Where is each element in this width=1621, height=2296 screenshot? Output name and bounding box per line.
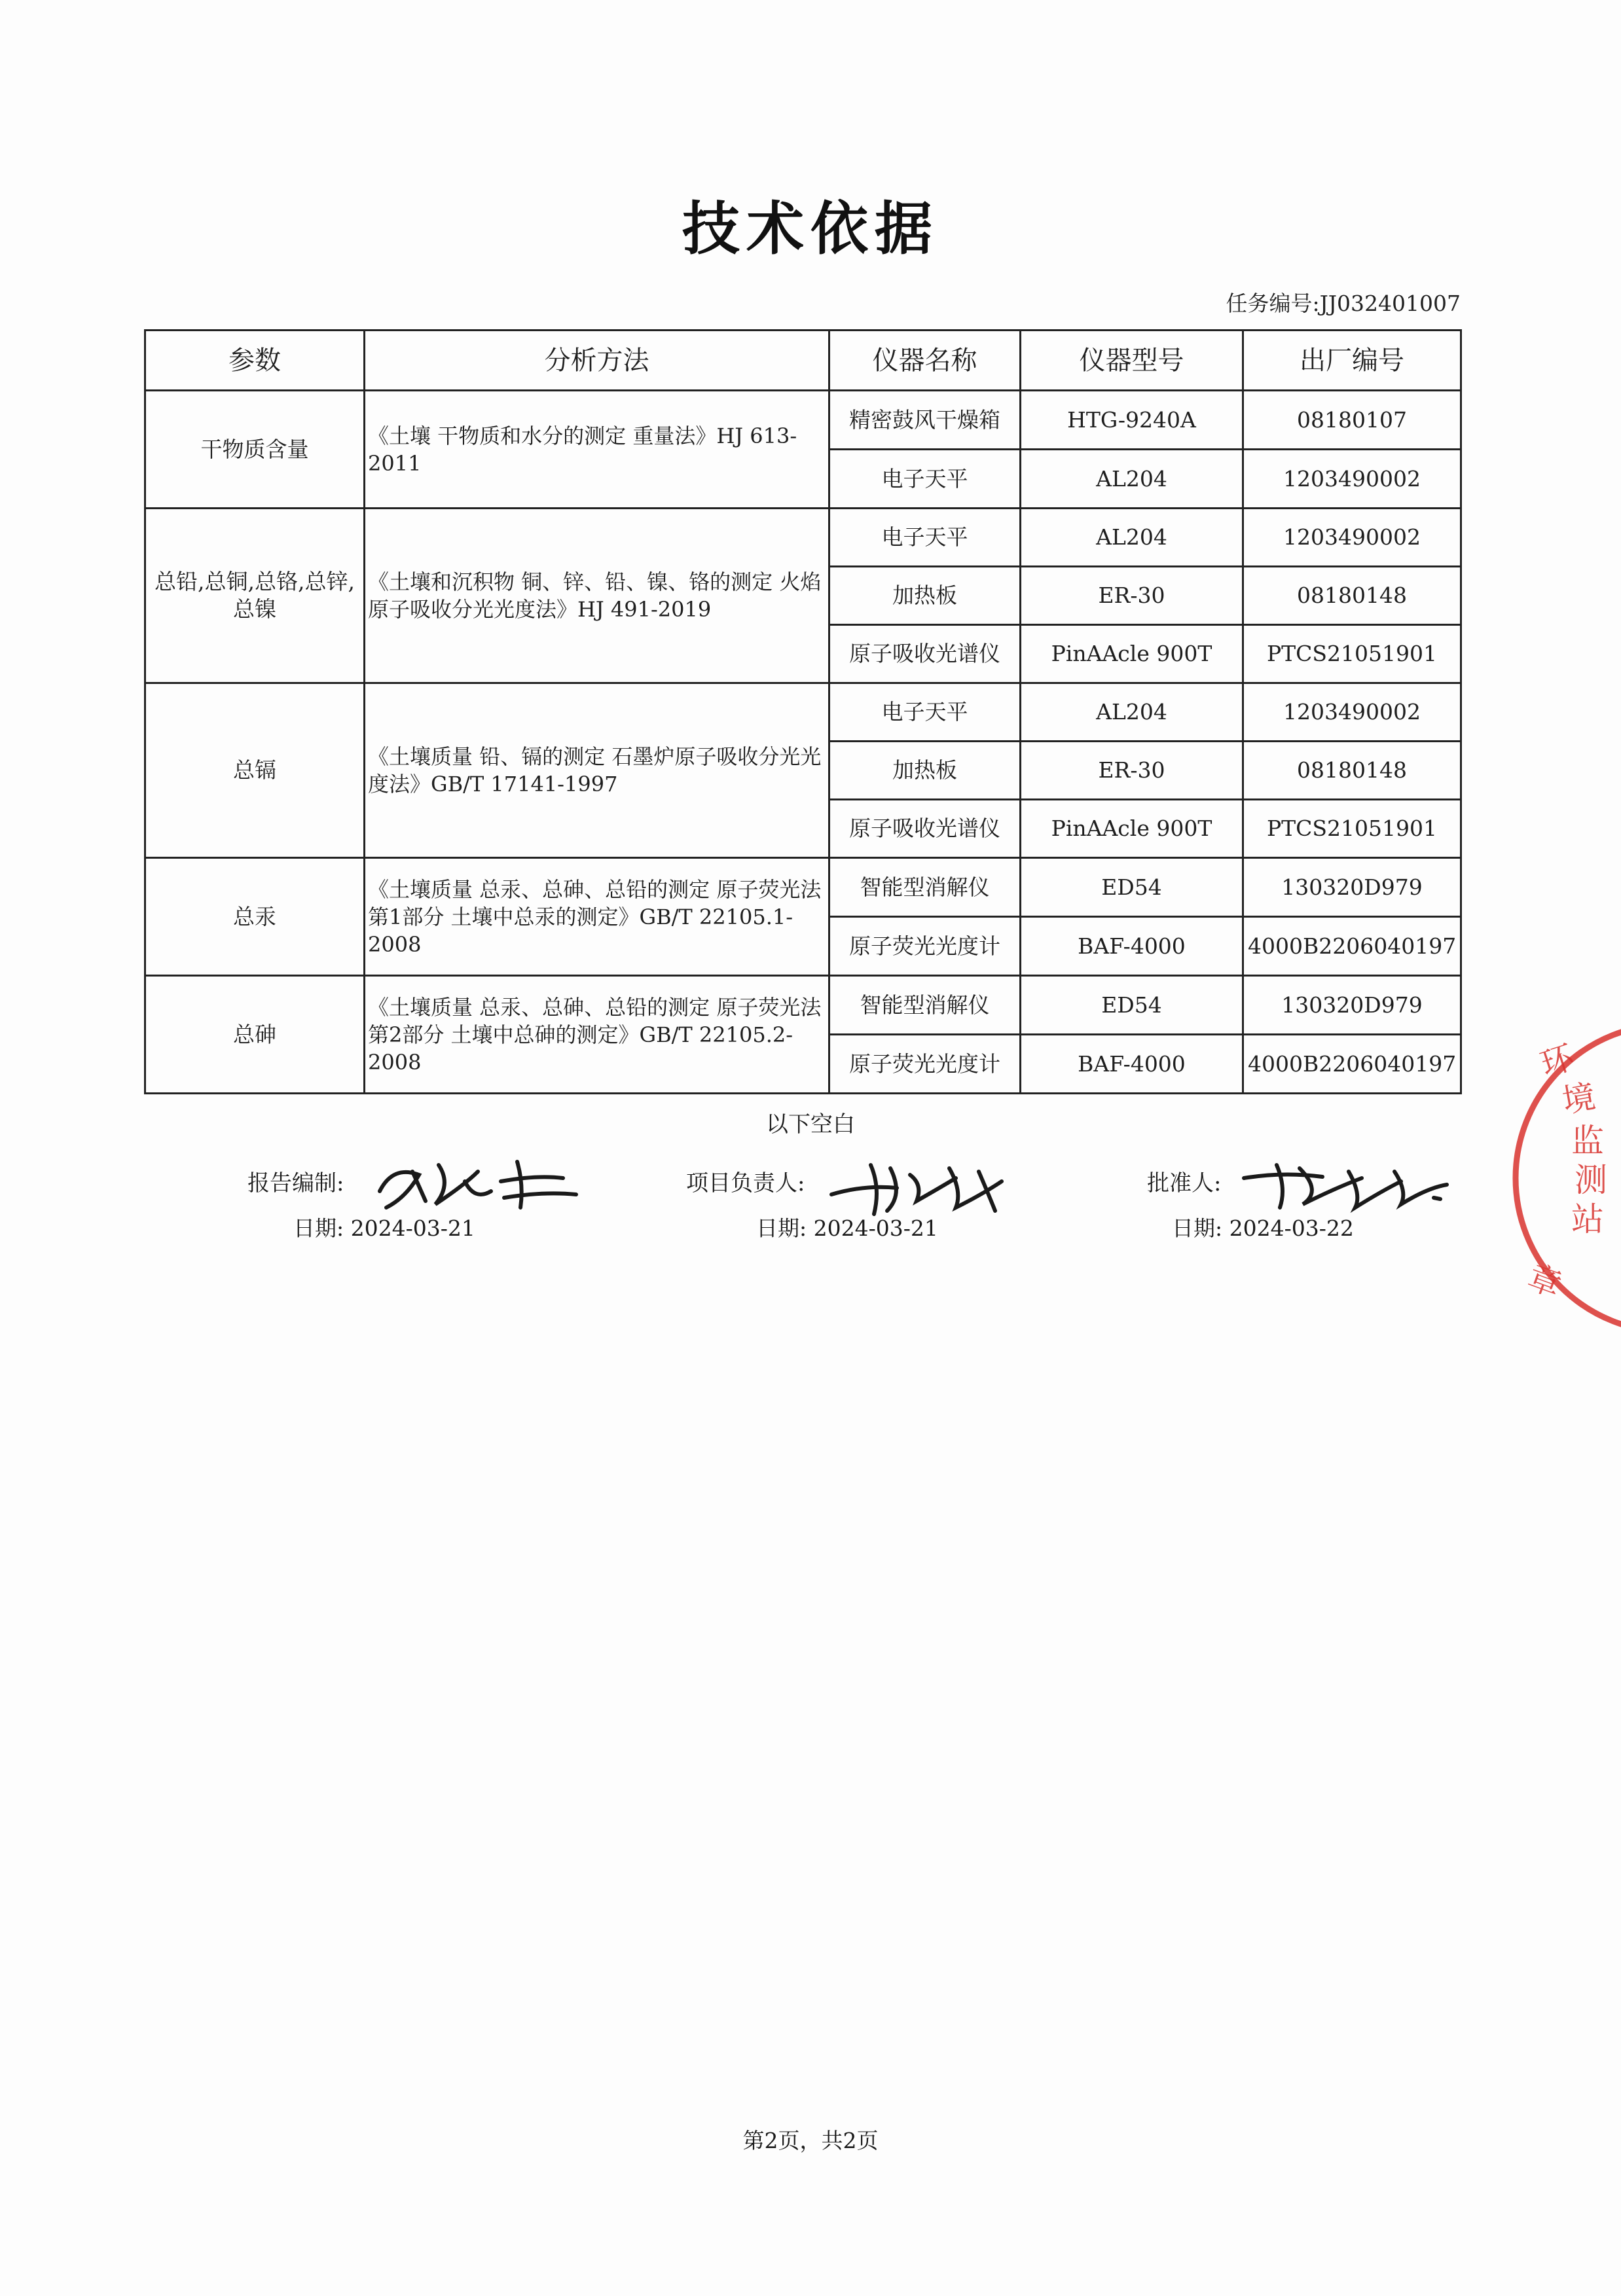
instrument-model-cell: BAF-4000 [1021,1035,1243,1094]
compiler-date: 日期: 2024-03-21 [293,1215,475,1241]
instrument-name-cell: 原子吸收光谱仪 [829,625,1021,683]
instrument-name-cell: 智能型消解仪 [829,976,1021,1035]
instrument-name-cell: 原子荧光光度计 [829,917,1021,976]
serial-number-cell: PTCS21051901 [1243,625,1461,683]
project-lead-signature [825,1149,1021,1221]
serial-number-cell: PTCS21051901 [1243,800,1461,858]
instrument-model-cell: HTG-9240A [1021,391,1243,450]
method-cell: 《土壤 干物质和水分的测定 重量法》HJ 613-2011 [365,391,829,509]
instrument-model-cell: ED54 [1021,858,1243,917]
page-number: 第2页，共2页 [742,2128,879,2153]
approver-date: 日期: 2024-03-22 [1172,1215,1354,1241]
technical-basis-table [144,329,1462,1094]
header-method: 分析方法 [365,331,829,391]
compiler-label: 报告编制: [247,1170,344,1196]
approver-label: 批准人: [1147,1170,1222,1196]
instrument-name-cell: 电子天平 [829,509,1021,567]
instrument-name-cell: 原子吸收光谱仪 [829,800,1021,858]
svg-text:监: 监 [1571,1122,1604,1160]
table-header-row [145,331,1461,391]
instrument-model-cell: ED54 [1021,976,1243,1035]
parameter-cell: 总汞 [145,858,365,976]
svg-text:境: 境 [1559,1077,1599,1121]
instrument-name-cell: 加热板 [829,567,1021,625]
svg-text:环: 环 [1535,1037,1579,1085]
method-cell: 《土壤质量 总汞、总砷、总铅的测定 原子荧光法 第1部分 土壤中总汞的测定》GB/T 22105.1-2008 [365,858,829,976]
instrument-model-cell: ER-30 [1021,742,1243,800]
instrument-model-cell: AL204 [1021,509,1243,567]
serial-number-cell: 1203490002 [1243,450,1461,509]
serial-number-cell: 08180148 [1243,567,1461,625]
project-lead-label: 项目负责人: [686,1170,805,1196]
serial-number-cell: 130320D979 [1243,976,1461,1035]
official-seal [1499,1021,1621,1335]
compiler-signature [367,1145,602,1217]
instrument-name-cell: 电子天平 [829,683,1021,742]
instrument-model-cell: PinAAcle 900T [1021,800,1243,858]
table-row [145,976,1461,1035]
instrument-name-cell: 电子天平 [829,450,1021,509]
instrument-model-cell: ER-30 [1021,567,1243,625]
document-title: 技术依据 [682,195,939,262]
instrument-name-cell: 原子荧光光度计 [829,1035,1021,1094]
instrument-model-cell: AL204 [1021,450,1243,509]
parameter-cell: 总镉 [145,683,365,858]
serial-number-cell: 1203490002 [1243,509,1461,567]
table-row [145,391,1461,450]
instrument-model-cell: AL204 [1021,683,1243,742]
header-instrument-name: 仪器名称 [829,331,1021,391]
method-cell: 《土壤质量 铅、镉的测定 石墨炉原子吸收分光光度法》GB/T 17141-1997 [365,683,829,858]
svg-text:站: 站 [1571,1200,1604,1238]
instrument-model-cell: BAF-4000 [1021,917,1243,976]
method-cell: 《土壤和沉积物 铜、锌、铅、镍、铬的测定 火焰原子吸收分光光度法》HJ 491-2019 [365,509,829,683]
parameter-cell: 干物质含量 [145,391,365,509]
parameter-cell: 总砷 [145,976,365,1094]
header-serial-number: 出厂编号 [1243,331,1461,391]
parameter-cell: 总铅,总铜,总铬,总锌,总镍 [145,509,365,683]
instrument-name-cell: 智能型消解仪 [829,858,1021,917]
header-parameter: 参数 [145,331,365,391]
approver-signature [1237,1152,1466,1217]
serial-number-cell: 4000B2206040197 [1243,1035,1461,1094]
serial-number-cell: 130320D979 [1243,858,1461,917]
table-row [145,683,1461,742]
blank-below-note: 以下空白 [766,1111,855,1138]
serial-number-cell: 1203490002 [1243,683,1461,742]
table-row [145,509,1461,567]
svg-text:章: 章 [1522,1257,1567,1305]
instrument-name-cell: 精密鼓风干燥箱 [829,391,1021,450]
instrument-model-cell: PinAAcle 900T [1021,625,1243,683]
task-number: 任务编号:JJ032401007 [1226,291,1461,316]
method-cell: 《土壤质量 总汞、总砷、总铅的测定 原子荧光法 第2部分 土壤中总砷的测定》GB/T 22105.2-2008 [365,976,829,1094]
serial-number-cell: 08180148 [1243,742,1461,800]
table-row [145,858,1461,917]
table-body [145,391,1461,1094]
serial-number-cell: 08180107 [1243,391,1461,450]
project-lead-date: 日期: 2024-03-21 [756,1215,938,1241]
header-instrument-model: 仪器型号 [1021,331,1243,391]
instrument-name-cell: 加热板 [829,742,1021,800]
serial-number-cell: 4000B2206040197 [1243,917,1461,976]
svg-text:测: 测 [1575,1161,1607,1199]
